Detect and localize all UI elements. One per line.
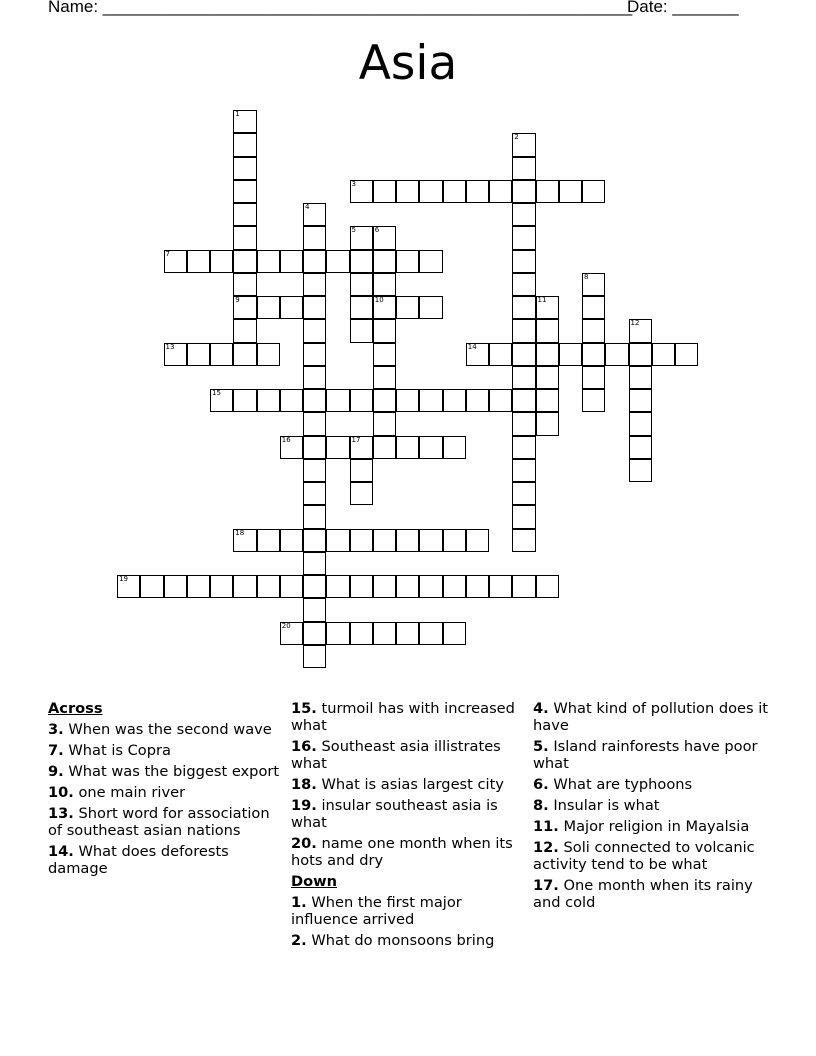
grid-cell[interactable]	[419, 250, 442, 273]
clue-number-label: 12	[630, 319, 640, 328]
date-field-label: Date: _______	[627, 0, 739, 16]
grid-cell[interactable]	[303, 343, 326, 366]
grid-cell[interactable]	[280, 389, 303, 412]
grid-cell[interactable]	[512, 157, 535, 180]
grid-cell[interactable]	[303, 459, 326, 482]
grid-cell[interactable]	[512, 273, 535, 296]
clue-item	[291, 797, 527, 831]
grid-cell[interactable]	[419, 389, 442, 412]
grid-cell[interactable]	[326, 436, 349, 459]
grid-cell[interactable]	[257, 343, 280, 366]
clue-number-label: 17	[351, 435, 361, 444]
grid-cell[interactable]	[303, 598, 326, 621]
grid-cell[interactable]	[233, 133, 256, 156]
grid-cell[interactable]	[629, 436, 652, 459]
grid-cell[interactable]	[466, 389, 489, 412]
clue-number-label: 2	[514, 133, 519, 142]
clue-number: 5.	[533, 738, 549, 755]
clue-number: 18.	[291, 776, 317, 793]
grid-cell[interactable]	[373, 389, 396, 412]
grid-cell[interactable]	[559, 343, 582, 366]
clue-item	[48, 763, 284, 780]
clue-number-label: 18	[235, 528, 245, 537]
clue-number: 20.	[291, 835, 317, 852]
grid-cell[interactable]	[303, 505, 326, 528]
clue-item	[533, 839, 769, 873]
clue-number: 15.	[291, 700, 317, 717]
grid-cell[interactable]	[373, 250, 396, 273]
clue-number-label: 13	[165, 342, 175, 351]
grid-cell[interactable]	[419, 529, 442, 552]
grid-cell[interactable]	[512, 203, 535, 226]
clue-text: What kind of pollution does it have	[533, 700, 769, 734]
clue-text: What do monsoons bring	[306, 932, 495, 949]
grid-cell[interactable]	[326, 529, 349, 552]
grid-cell[interactable]	[210, 575, 233, 598]
clue-item	[533, 776, 769, 793]
grid-cell[interactable]	[210, 250, 233, 273]
clue-number: 19.	[291, 797, 317, 814]
grid-cell[interactable]	[350, 459, 373, 482]
grid-cell[interactable]	[233, 389, 256, 412]
clue-text: Southeast asia illistrates what	[291, 738, 501, 772]
grid-cell[interactable]	[303, 389, 326, 412]
clue-text: Short word for association of southeast asian nations	[48, 805, 270, 839]
clue-number: 3.	[48, 721, 64, 738]
grid-cell[interactable]	[373, 575, 396, 598]
clue-text: One month when its rainy and cold	[533, 877, 753, 911]
grid-cell[interactable]	[512, 505, 535, 528]
grid-cell[interactable]	[187, 250, 210, 273]
grid-cell[interactable]	[512, 436, 535, 459]
grid-cell[interactable]	[536, 319, 559, 342]
grid-cell[interactable]	[512, 226, 535, 249]
grid-cell[interactable]	[257, 529, 280, 552]
grid-cell[interactable]	[303, 366, 326, 389]
grid-cell[interactable]	[373, 319, 396, 342]
clue-number-label: 10	[374, 296, 384, 304]
grid-cell[interactable]	[164, 575, 187, 598]
grid-cell[interactable]	[396, 622, 419, 645]
clue-number: 1.	[291, 894, 307, 911]
grid-cell[interactable]	[373, 529, 396, 552]
grid-cell[interactable]	[489, 343, 512, 366]
grid-cell[interactable]	[303, 319, 326, 342]
grid-cell[interactable]	[466, 180, 489, 203]
clues-column-3	[533, 700, 769, 915]
clue-text: Major religion in Mayalsia	[558, 818, 750, 835]
grid-cell[interactable]	[396, 180, 419, 203]
grid-cell[interactable]	[582, 389, 605, 412]
clue-item	[48, 843, 284, 877]
clue-number: 2.	[291, 932, 307, 949]
clue-number-label: 15	[212, 389, 221, 397]
grid-cell[interactable]	[303, 645, 326, 668]
clue-item	[48, 721, 284, 738]
grid-cell[interactable]	[350, 482, 373, 505]
grid-cell[interactable]	[350, 389, 373, 412]
grid-cell[interactable]	[303, 226, 326, 249]
clue-number: 10.	[48, 784, 74, 801]
grid-cell[interactable]	[419, 296, 442, 319]
grid-cell[interactable]	[257, 250, 280, 273]
grid-cell[interactable]	[303, 250, 326, 273]
clue-number-label: 19	[119, 575, 128, 583]
grid-cell[interactable]	[419, 436, 442, 459]
grid-cell[interactable]	[675, 343, 698, 366]
grid-cell[interactable]	[605, 343, 628, 366]
grid-cell[interactable]	[140, 575, 163, 598]
grid-cell[interactable]	[512, 319, 535, 342]
grid-cell[interactable]	[582, 366, 605, 389]
grid-cell[interactable]	[257, 575, 280, 598]
clue-item	[291, 776, 527, 793]
grid-cell[interactable]	[233, 157, 256, 180]
grid-cell[interactable]	[443, 529, 466, 552]
clue-number-label: 3	[351, 179, 356, 188]
grid-cell[interactable]	[512, 343, 535, 366]
clue-text: What are typhoons	[548, 776, 693, 793]
grid-cell[interactable]	[233, 343, 256, 366]
grid-cell[interactable]	[396, 436, 419, 459]
grid-cell[interactable]	[536, 575, 559, 598]
clue-text: insular southeast asia is what	[291, 797, 498, 831]
grid-cell[interactable]	[303, 575, 326, 598]
grid-cell[interactable]	[326, 389, 349, 412]
clue-number-label: 9	[235, 296, 240, 304]
clue-item	[291, 894, 527, 928]
grid-cell[interactable]	[419, 180, 442, 203]
grid-cell[interactable]	[443, 389, 466, 412]
clue-number: 17.	[533, 877, 559, 894]
grid-cell[interactable]	[512, 180, 535, 203]
grid-cell[interactable]	[396, 529, 419, 552]
clue-text: turmoil has with increased what	[291, 700, 515, 734]
clue-text: Soli connected to volcanic activity tend to be what	[533, 839, 755, 873]
grid-cell[interactable]	[210, 343, 233, 366]
grid-cell[interactable]	[536, 343, 559, 366]
grid-cell[interactable]	[582, 319, 605, 342]
grid-cell[interactable]	[419, 622, 442, 645]
grid-cell[interactable]	[233, 319, 256, 342]
grid-cell[interactable]	[466, 529, 489, 552]
grid-cell[interactable]	[582, 180, 605, 203]
grid-cell[interactable]	[326, 250, 349, 273]
clue-number: 12.	[533, 839, 559, 856]
clue-number: 8.	[533, 797, 549, 814]
clue-text: name one month when its hots and dry	[291, 835, 513, 869]
grid-cell[interactable]	[350, 622, 373, 645]
clue-number: 14.	[48, 843, 74, 860]
grid-cell[interactable]	[536, 389, 559, 412]
grid-cell[interactable]	[303, 529, 326, 552]
clue-number: 11.	[533, 818, 559, 835]
grid-cell[interactable]	[303, 436, 326, 459]
grid-cell[interactable]	[303, 622, 326, 645]
down-heading: Down	[291, 873, 338, 890]
grid-cell[interactable]	[233, 575, 256, 598]
clue-number-label: 8	[584, 272, 589, 281]
grid-cell[interactable]	[373, 622, 396, 645]
clue-number-label: 20	[281, 621, 291, 630]
grid-cell[interactable]	[629, 343, 652, 366]
grid-cell[interactable]	[512, 412, 535, 435]
grid-cell[interactable]	[373, 180, 396, 203]
grid-cell[interactable]	[629, 459, 652, 482]
grid-cell[interactable]	[536, 366, 559, 389]
grid-cell[interactable]	[512, 459, 535, 482]
clue-item	[291, 738, 527, 772]
grid-cell[interactable]	[629, 389, 652, 412]
clues-column-2	[291, 700, 527, 953]
clue-item	[48, 805, 284, 839]
grid-cell[interactable]	[443, 622, 466, 645]
grid-cell[interactable]	[396, 575, 419, 598]
grid-cell[interactable]	[350, 250, 373, 273]
grid-cell[interactable]	[373, 366, 396, 389]
clue-item	[533, 738, 769, 772]
grid-cell[interactable]	[280, 529, 303, 552]
grid-cell[interactable]	[350, 273, 373, 296]
grid-cell[interactable]	[512, 529, 535, 552]
clue-number: 13.	[48, 805, 74, 822]
grid-cell[interactable]	[303, 482, 326, 505]
grid-cell[interactable]	[326, 622, 349, 645]
clue-number-label: 16	[281, 435, 291, 444]
grid-cell[interactable]	[350, 575, 373, 598]
grid-cell[interactable]	[373, 273, 396, 296]
clue-text: What does deforests damage	[48, 843, 229, 877]
name-field-label: Name: ________________________________________________________	[48, 0, 633, 16]
grid-cell[interactable]	[326, 575, 349, 598]
grid-cell[interactable]	[187, 575, 210, 598]
grid-cell[interactable]	[396, 250, 419, 273]
clue-number-label: 7	[165, 249, 170, 258]
clue-number: 16.	[291, 738, 317, 755]
grid-cell[interactable]	[233, 226, 256, 249]
puzzle-title: Asia	[358, 36, 458, 91]
grid-cell[interactable]	[489, 389, 512, 412]
grid-cell[interactable]	[512, 366, 535, 389]
grid-cell[interactable]	[443, 436, 466, 459]
grid-cell[interactable]	[350, 529, 373, 552]
clue-item	[533, 877, 769, 911]
grid-cell[interactable]	[512, 575, 535, 598]
grid-cell[interactable]	[373, 436, 396, 459]
grid-cell[interactable]	[233, 180, 256, 203]
clue-number: 9.	[48, 763, 64, 780]
clue-item	[533, 818, 769, 835]
grid-cell[interactable]	[233, 203, 256, 226]
grid-cell[interactable]	[303, 273, 326, 296]
clue-item	[533, 797, 769, 814]
clue-item	[291, 932, 527, 949]
grid-cell[interactable]	[233, 273, 256, 296]
grid-cell[interactable]	[233, 250, 256, 273]
grid-cell[interactable]	[536, 412, 559, 435]
grid-cell[interactable]	[512, 250, 535, 273]
clue-number-label: 14	[467, 342, 477, 351]
clue-number-label: 6	[374, 226, 380, 235]
clue-number-label: 5	[351, 226, 356, 235]
clue-text: What was the biggest export	[63, 763, 280, 780]
clues-column-1	[48, 700, 284, 881]
grid-cell[interactable]	[373, 343, 396, 366]
grid-cell[interactable]	[303, 296, 326, 319]
grid-cell[interactable]	[443, 575, 466, 598]
grid-cell[interactable]	[280, 250, 303, 273]
clue-text: When the first major influence arrived	[291, 894, 462, 928]
grid-cell[interactable]	[489, 180, 512, 203]
grid-cell[interactable]	[257, 296, 280, 319]
clue-item	[533, 700, 769, 734]
clue-text: one main river	[73, 784, 186, 801]
grid-cell[interactable]	[396, 389, 419, 412]
clue-number: 7.	[48, 742, 64, 759]
grid-cell[interactable]	[257, 389, 280, 412]
grid-cell[interactable]	[512, 389, 535, 412]
clue-number-label: 4	[305, 203, 310, 211]
grid-cell[interactable]	[466, 575, 489, 598]
grid-cell[interactable]	[582, 296, 605, 319]
grid-cell[interactable]	[489, 575, 512, 598]
grid-cell[interactable]	[512, 296, 535, 319]
grid-cell[interactable]	[419, 575, 442, 598]
clue-item	[48, 742, 284, 759]
clue-text: What is Copra	[63, 742, 171, 759]
grid-cell[interactable]	[350, 319, 373, 342]
grid-cell[interactable]	[187, 343, 210, 366]
grid-cell[interactable]	[280, 575, 303, 598]
clue-number: 4.	[533, 700, 549, 717]
grid-cell[interactable]	[512, 482, 535, 505]
clue-item	[291, 835, 527, 869]
grid-cell[interactable]	[373, 412, 396, 435]
clue-text: When was the second wave	[63, 721, 272, 738]
clue-text: What is asias largest city	[316, 776, 504, 793]
grid-cell[interactable]	[652, 343, 675, 366]
grid-cell[interactable]	[536, 180, 559, 203]
grid-cell[interactable]	[303, 552, 326, 575]
clue-text: Island rainforests have poor what	[533, 738, 758, 772]
grid-cell[interactable]	[396, 296, 419, 319]
clue-number-label: 1	[235, 110, 240, 118]
clue-number: 6.	[533, 776, 549, 793]
clue-item	[48, 784, 284, 801]
grid-cell[interactable]	[443, 180, 466, 203]
grid-cell[interactable]	[629, 412, 652, 435]
across-heading: Across	[48, 700, 103, 717]
grid-cell[interactable]	[303, 412, 326, 435]
clue-item	[291, 700, 527, 734]
grid-cell[interactable]	[582, 343, 605, 366]
grid-cell[interactable]	[350, 296, 373, 319]
grid-cell[interactable]	[559, 180, 582, 203]
clue-text: Insular is what	[548, 797, 660, 814]
grid-cell[interactable]	[280, 296, 303, 319]
grid-cell[interactable]	[629, 366, 652, 389]
clue-number-label: 11	[537, 296, 547, 304]
